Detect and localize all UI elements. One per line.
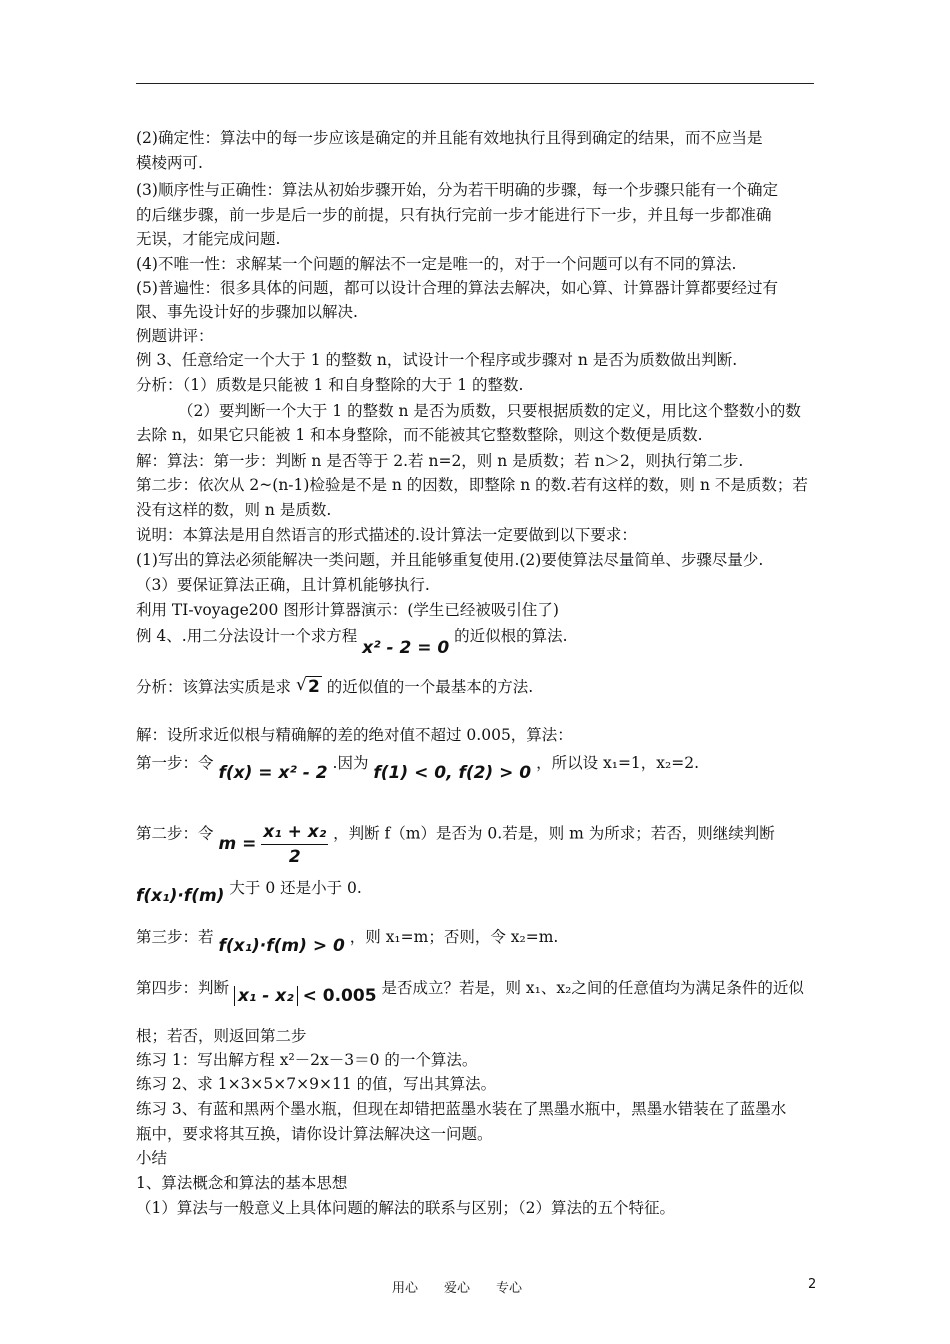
- fraction-numerator: x₁ + x₂: [261, 822, 328, 845]
- summary-item-1: 1、算法概念和算法的基本思想: [136, 1174, 348, 1192]
- summary-item-1-detail: （1）算法与一般意义上具体问题的解法的联系与区别；（2）算法的五个特征。: [136, 1199, 675, 1217]
- solution-line: 解：设所求近似根与精确解的差的绝对值不超过 0.005，算法：: [136, 726, 573, 744]
- text-line: 例 3、任意给定一个大于 1 的整数 n，试设计一个程序或步骤对 n 是否为质数做出判断.: [136, 351, 738, 369]
- exercise-1: 练习 1：写出解方程 x²－2x－3＝0 的一个算法。: [136, 1051, 478, 1069]
- analysis-suffix: 的近似值的一个最基本的方法.: [326, 678, 534, 696]
- step-3-prefix: 第三步：若: [136, 928, 214, 946]
- example-4-suffix: 的近似根的算法.: [454, 627, 568, 645]
- step-4-prefix: 第四步：判断: [136, 979, 230, 997]
- analysis-line: [136, 677, 533, 697]
- text-line: （2）要判断一个大于 1 的整数 n 是否为质数，只要根据质数的定义，用比这个整数小的数: [178, 402, 801, 420]
- sqrt-2: [296, 677, 322, 697]
- step-3-suffix: ，则 x₁=m；否则，令 x₂=m.: [349, 928, 559, 946]
- example-4-prefix: 例 4、.用二分法设计一个求方程: [136, 627, 358, 645]
- radical-sign-icon: √: [295, 675, 307, 695]
- step-4-suffix: 是否成立？若是，则 x₁、x₂之间的任意值均为满足条件的近似: [381, 979, 804, 997]
- text-line: 利用 TI-voyage200 图形计算器演示：(学生已经被吸引住了): [136, 601, 559, 619]
- sqrt-radicand: 2: [307, 677, 320, 697]
- text-line: (2)确定性：算法中的每一步应该是确定的并且能有效地执行且得到确定的结果，而不应当是: [136, 129, 763, 147]
- step-2-prefix: 第二步：令: [136, 824, 214, 843]
- text-line: (3)顺序性与正确性：算法从初始步骤开始，分为若干明确的步骤，每一个步骤只能有一个确定: [136, 181, 778, 199]
- fraction-denominator: 2: [288, 847, 301, 867]
- summary-heading: 小结: [136, 1149, 168, 1167]
- example-4: [136, 626, 568, 658]
- step-1-mid: .因为: [332, 754, 369, 772]
- tolerance-comparison: < 0.005: [302, 986, 377, 1006]
- absolute-difference: x₁ - x₂: [234, 986, 298, 1006]
- text-line: 的后继步骤，前一步是后一步的前提，只有执行完前一步才能进行下一步，并且每一步都准确: [136, 206, 772, 224]
- text-line: 没有这样的数，则 n 是质数.: [136, 501, 332, 519]
- text-line: 去除 n，如果它只能被 1 和本身整除，而不能被其它整数整除，则这个数便是质数.: [136, 426, 703, 444]
- text-line: （3）要保证算法正确，且计算机能够执行.: [136, 576, 430, 594]
- text-line: 解：算法：第一步：判断 n 是否等于 2.若 n=2，则 n 是质数；若 n＞2，则执行第二步.: [136, 452, 744, 470]
- footer-motto: 用心 爱心 专心: [392, 1281, 523, 1296]
- text-line: 例题讲评：: [136, 327, 214, 345]
- step-1: [136, 753, 700, 783]
- equation-x2-minus-2: x² - 2 = 0: [362, 638, 450, 658]
- product-condition: f(x₁)·f(m) > 0: [218, 936, 345, 956]
- step-2-continued-suffix: 大于 0 还是小于 0.: [229, 879, 362, 897]
- text-line: 限、事先设计好的步骤加以解决.: [136, 303, 358, 321]
- text-line: (4)不唯一性：求解某一个问题的解法不一定是唯一的，对于一个问题可以有不同的算法.: [136, 255, 737, 273]
- step-2-suffix: ，判断 f（m）是否为 0.若是，则 m 为所求；若否，则继续判断: [333, 824, 775, 843]
- step-1-suffix: ，所以设 x₁=1，x₂=2.: [536, 754, 700, 772]
- text-line: (1)写出的算法必须能解决一类问题，并且能够重复使用.(2)要使算法尽量简单、步骤尽量少.: [136, 551, 764, 569]
- analysis-prefix: 分析：该算法实质是求: [136, 678, 292, 696]
- sign-condition: f(1) < 0, f(2) > 0: [373, 763, 532, 783]
- exercise-3-continued: 瓶中，要求将其互换，请你设计算法解决这一问题。: [136, 1125, 493, 1143]
- step-1-prefix: 第一步：令: [136, 754, 214, 772]
- midpoint-fraction: [261, 822, 328, 867]
- text-line: 模棱两可.: [136, 154, 203, 172]
- text-line: 根；若否，则返回第二步: [136, 1027, 307, 1045]
- midpoint-lhs: m =: [218, 833, 257, 854]
- header-rule: [136, 83, 814, 84]
- text-line: 第二步：依次从 2~(n-1)检验是不是 n 的因数，即整除 n 的数.若有这样的数，则 n 不是质数；若: [136, 476, 808, 494]
- function-definition: f(x) = x² - 2: [218, 763, 328, 783]
- exercise-3: 练习 3、有蓝和黑两个墨水瓶，但现在却错把蓝墨水装在了黑墨水瓶中，黑墨水错装在了蓝墨水: [136, 1100, 787, 1118]
- text-line: (5)普遍性：很多具体的问题，都可以设计合理的算法去解决，如心算、计算器计算都要经过有: [136, 279, 778, 297]
- product-expression: f(x₁)·f(m): [136, 886, 225, 906]
- step-2-continued: [136, 878, 362, 906]
- step-2: [136, 812, 775, 867]
- step-4: [136, 978, 804, 1006]
- text-line: 说明：本算法是用自然语言的形式描述的.设计算法一定要做到以下要求：: [136, 526, 637, 544]
- page-number: 2: [808, 1277, 817, 1292]
- text-line: 分析：（1）质数是只能被 1 和自身整除的大于 1 的整数.: [136, 376, 524, 394]
- text-line: 无误，才能完成问题.: [136, 230, 281, 248]
- step-3: [136, 927, 559, 956]
- exercise-2: 练习 2、求 1×3×5×7×9×11 的值，写出其算法。: [136, 1075, 497, 1093]
